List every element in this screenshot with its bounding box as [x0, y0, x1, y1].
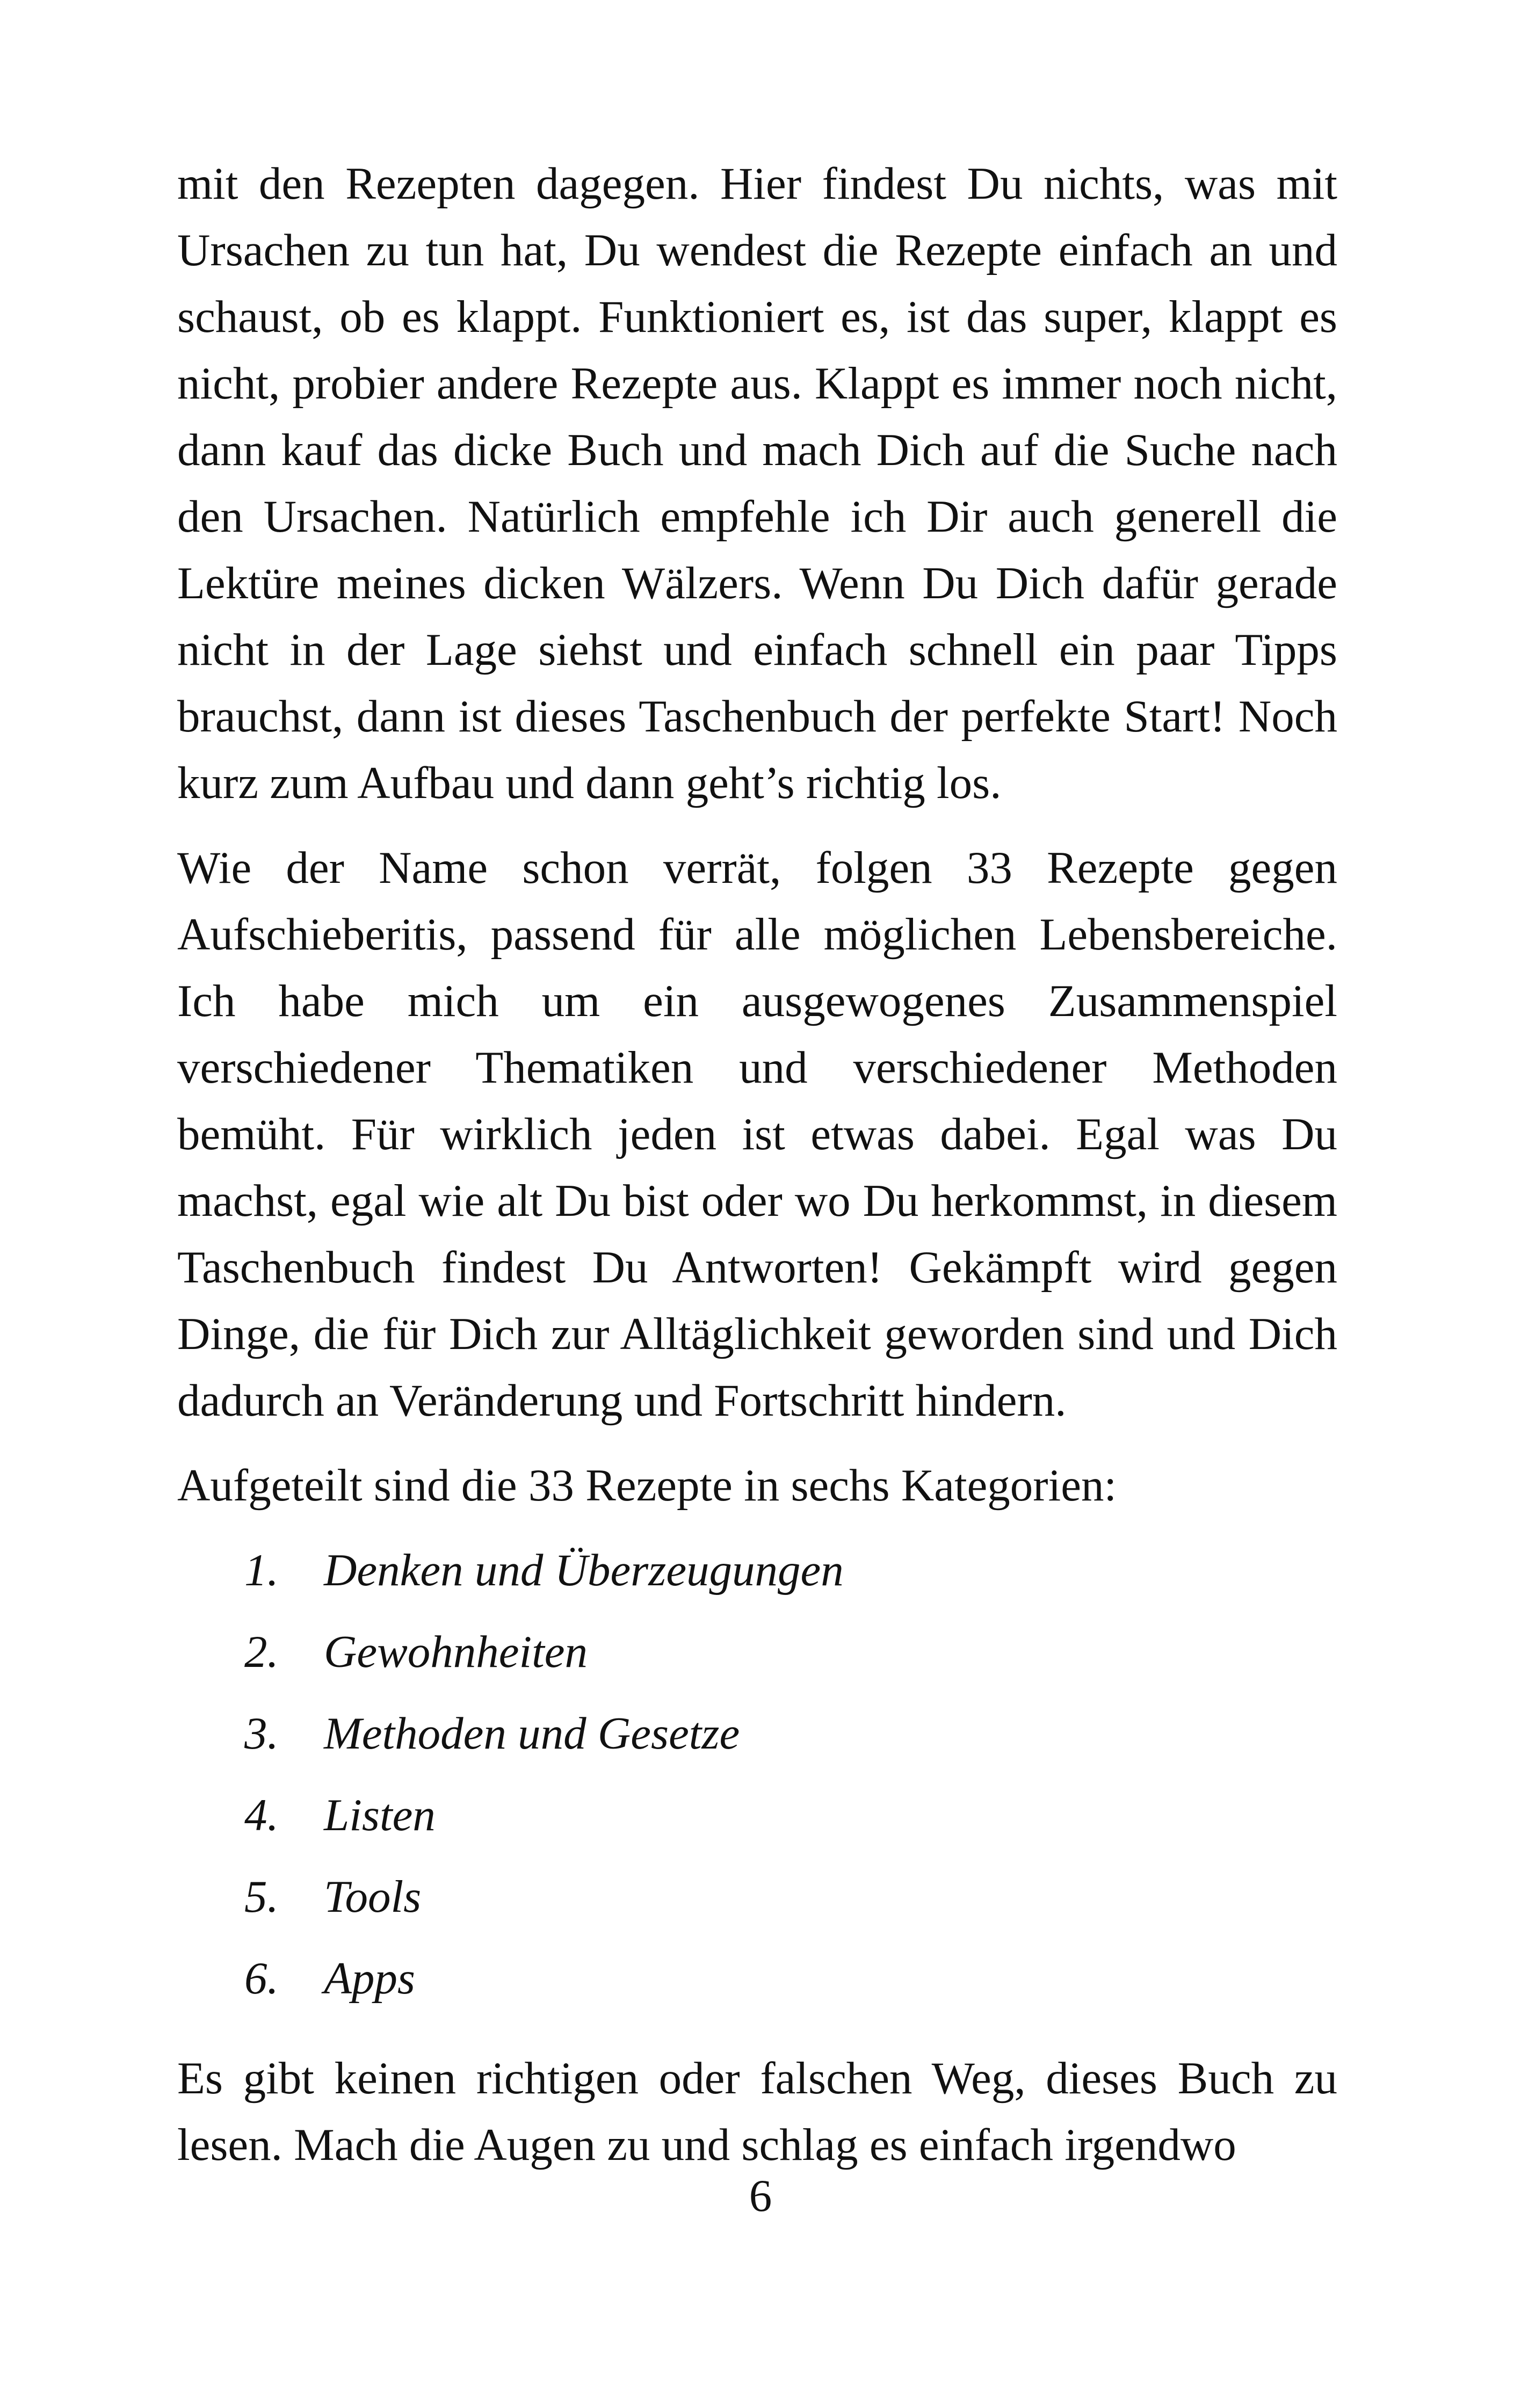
paragraph: mit den Rezepten dagegen. Hier findest Du nichts, was mit Ursachen zu tun hat, Du wendest die Rezepte einfach an und schaust, ob es klappt. Funktioniert es, ist das super, klappt es nicht, probier andere Rezepte aus. Klappt es immer noch nicht, dann kauf das dicke Buch und mach Dich auf die Suche nach den Ursachen. Natürlich empfehle ich Dir auch generell die Lektüre meines dicken Wälzers. Wenn Du Dich dafür gerade nicht in der Lage siehst und einfach schnell ein paar Tipps brauchst, dann ist dieses Taschenbuch der perfekte Start! Noch kurz zum Aufbau und dann geht’s richtig los.	[177, 158, 1337, 808]
category-list	[177, 1537, 1337, 2027]
list-item-number: 3.	[244, 1708, 279, 1759]
list-item-number: 6.	[244, 1953, 279, 2004]
list-item-label: Listen	[324, 1790, 436, 1840]
list-item-label: Tools	[324, 1872, 422, 1922]
paragraph: Aufgeteilt sind die 33 Rezepte in sechs Kategorien:	[177, 1460, 1117, 1511]
list-item-label: Gewohnheiten	[324, 1627, 588, 1677]
list-item-label: Methoden und Gesetze	[324, 1708, 740, 1759]
list-item	[177, 1782, 1337, 1863]
paragraph: Wie der Name schon verrät, folgen 33 Rezepte gegen Aufschieberitis, passend für alle möglichen Lebensbereiche. Ich habe mich um ein ausgewogenes Zusammenspiel verschiedener Thematiken und verschiedener Methoden bemüht. Für wirklich jeden ist etwas dabei. Egal was Du machst, egal wie alt Du bist oder wo Du herkommst, in diesem Taschenbuch findest Du Antworten! Gekämpft wird gegen Dinge, die für Dich zur Alltäglichkeit geworden sind und Dich dadurch an Veränderung und Fortschritt hindern.	[177, 843, 1337, 1426]
list-item-number: 5.	[244, 1872, 279, 1922]
list-item-number: 2.	[244, 1627, 279, 1677]
list-item	[177, 1700, 1337, 1782]
list-item	[177, 1945, 1337, 2027]
page-number: 6	[749, 2171, 772, 2221]
list-item-number: 1.	[244, 1545, 279, 1595]
page-body	[177, 150, 1337, 2178]
list-item	[177, 1619, 1337, 1700]
paragraph: Es gibt keinen richtigen oder falschen Weg, dieses Buch zu lesen. Mach die Augen zu und schlag es einfach irgendwo	[177, 2053, 1337, 2170]
list-item	[177, 1863, 1337, 1945]
list-item-number: 4.	[244, 1790, 279, 1840]
list-item-label: Apps	[324, 1953, 415, 2004]
list-item	[177, 1537, 1337, 1619]
list-item-label: Denken und Überzeugungen	[324, 1545, 844, 1595]
